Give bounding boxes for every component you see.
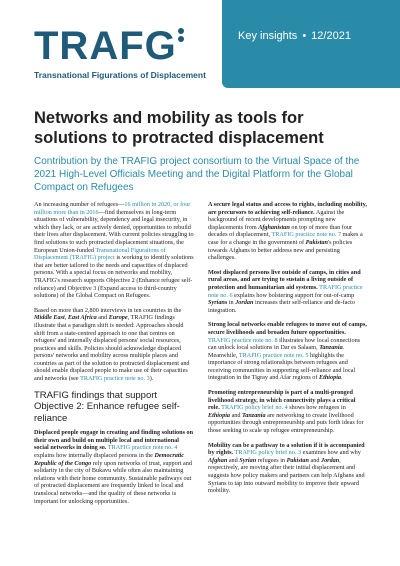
practice-note-8-link[interactable]: TRAFIG practice note no. 8 bbox=[208, 336, 278, 344]
header bbox=[0, 0, 400, 92]
practice-note-7-link[interactable]: TRAFIG practice note no. 7 bbox=[271, 231, 342, 239]
out-of-camp-paragraph: Most displaced persons live outside of camps, in cities and rural areas, and are trying to sustain a living outside of protection and humanitarian aid systems. TRAFIG practice note no. 6 explains how bolstering support for out-of-camp Syrians in Jordan increases their self-reliance and de-facto integration. bbox=[208, 268, 363, 314]
logo-g: G bbox=[145, 26, 177, 66]
page-title: Networks and mobility as tools for solutions to protracted displacement bbox=[34, 109, 324, 147]
right-column bbox=[208, 201, 368, 502]
findings-paragraph: Based on more than 2,800 interviews in ten countries in the Middle East, East Africa and Europe, TRAFIG findings illustrate that a paradigm shift is needed: Approaches should shift from a state-centred approach to one that centres on refugees' and internally displaced persons' social resources, practices and skills. Policies should acknowledge displaced persons' networks and mobility across multiple places and countries as part of the solution to protracted displacement and should enable displaced people to make use of their capacities and networks (see TRAFIG practice note no. 3). bbox=[34, 306, 190, 383]
unhcr-link[interactable]: 16 million in 2020, or four million more than in 2016 bbox=[34, 201, 191, 216]
badge-label: Key insights bbox=[238, 30, 298, 42]
trafig-logo bbox=[34, 26, 177, 66]
entrepreneurship-paragraph: Promoting entrepreneurship is part of a multi-pronged livelihood strategy, in which connectivity plays a critical role. TRAFIG policy brief no. 4 shows how refugees in Ethiopia and Tanzania are networking to create livelihood opportunities through entrepreneurship and puts forth ideas for those seeking to scale up refugee entrepreneurship. bbox=[208, 389, 364, 435]
practice-note-6-link[interactable]: TRAFIG practice note no. 6 bbox=[208, 283, 363, 299]
legal-status-paragraph: A secure legal status and access to rights, including mobility, are precursors to achieving self-reliance. Against the background of recent developments prompting new displacements from Afghanistan on top of more than four decades of displacement, TRAFIG practice note no. 7 makes a case for a change in the government of Pakistan's policies towards Afghans to better address new and persisting challenges. bbox=[208, 201, 367, 262]
practice-note-3-link[interactable]: TRAFIG practice note no. 3 bbox=[80, 375, 150, 383]
left-column bbox=[34, 201, 194, 512]
intro-paragraph: An increasing number of refugees—16 million in 2020, or four million more than in 2016—find themselves in long-term situations of vulnerability, dependency and legal insecurity, in which they lack, or are actively denied, opportunities to rebuild their lives after displacement. With current policies struggling to find solutions to such protracted displacement situations, the European Union-funded Transnational Figurations of Displacement (TRAFIG) project is working to identify solutions that are better tailored to the needs and capacities of displaced persons. With a special focus on networks and mobility, TRAFIG's research supports Objective 2 (Enhance refugee self-reliance) and Objective 3 (Expand access to third-country solutions) of the Global Compact on Refugees. bbox=[34, 201, 194, 300]
policy-brief-4-link[interactable]: TRAFIG policy brief no. 4 bbox=[219, 404, 288, 412]
trafig-project-link[interactable]: Transnational Figurations of Displacement (TRAFIG) project bbox=[34, 246, 166, 262]
networks-paragraph: Displaced people engage in creating and finding solutions on their own and build on multiple local and international social networks in doing so. TRAFIG practice note no. 4 explains how internally displaced persons in the Democratic Republic of the Congo rely upon networks of trust, support and solidarity in the city of Bukavu while often also maintaining relations with their home community. Sustainable pathways out of protracted displacement are frequently linked to local and translocal networks—and the quality of these networks is important for unlocking opportunities. bbox=[34, 429, 194, 505]
local-networks-paragraph: Strong local networks enable refugees to move out of camps, secure livelihoods and broaden future opportunities. TRAFIG practice note no. 8 illustrates how local connections can unlock local solutions in Dar es Salaam, Tanzania. Meanwhile, TRAFIG practice note no. 5 highlights the importance of strong relationships between refugees and receiving communities in supporting self-reliance and local integration in the Tigray and Afar regions of Ethiopia. bbox=[208, 321, 367, 382]
logo-dots-icon bbox=[178, 28, 186, 42]
logo-text: TRAF bbox=[34, 24, 145, 68]
practice-note-4-link[interactable]: TRAFIG practice note no. 4 bbox=[106, 444, 178, 452]
badge-date: 12/2021 bbox=[311, 30, 351, 42]
section-heading-objective-2: TRAFIG findings that support Objective 2: Enhance refugee self-reliance bbox=[34, 389, 180, 424]
page-subtitle: Contribution by the TRAFIG project consortium to the Virtual Space of the 2021 High-Level Officials Meeting and the Digital Platform for the Global Compact on Refugees bbox=[34, 156, 360, 193]
logo-subtitle: Transnational Figurations of Displacement bbox=[34, 70, 206, 80]
badge-separator: • bbox=[302, 30, 307, 42]
mobility-paragraph: Mobility can be a pathway to a solution if it is accompanied by rights. TRAFIG policy brief no. 3 examines how and why Afghan and Syrian refugees in Pakistan and Jordan, respectively, are moving after their initial displacement and suggests how policy makers and partners can help Afghans and Syrians to tap into outward mobility to improve their upward mobility. bbox=[208, 441, 365, 495]
key-insights-badge bbox=[222, 0, 400, 88]
practice-note-5-link[interactable]: TRAFIG practice note no. 5 bbox=[238, 351, 309, 359]
policy-brief-3-link[interactable]: TRAFIG policy brief no. 3 bbox=[233, 449, 302, 457]
